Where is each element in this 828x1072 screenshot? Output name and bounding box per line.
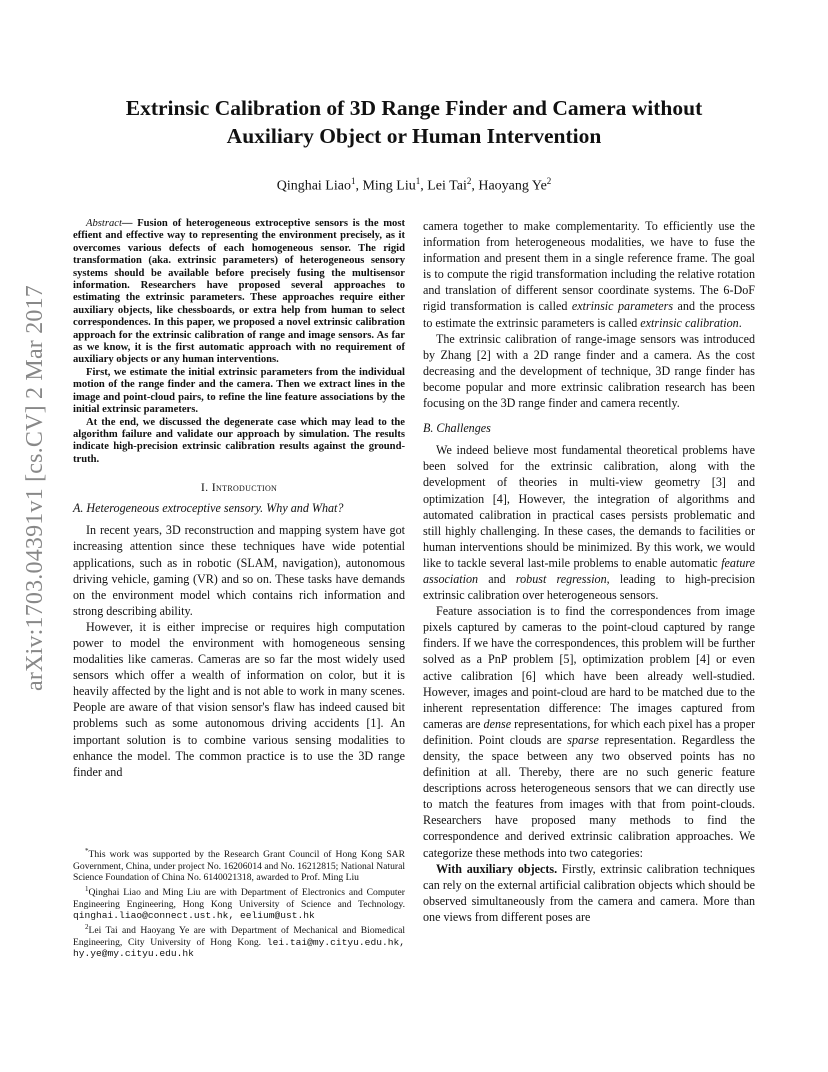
- paper-title: [60, 94, 768, 150]
- author-affiliation-mark: 1: [350, 176, 356, 186]
- section-heading-introduction: [73, 479, 405, 495]
- term-sparse: sparse: [567, 732, 599, 747]
- author-affiliation-mark: 2: [546, 176, 552, 186]
- right-column: [423, 218, 755, 925]
- term-feature-association: feature association: [423, 555, 755, 586]
- run-in-heading-auxiliary-objects: With auxiliary objects.: [436, 861, 558, 876]
- author-name: Lei Tai: [427, 178, 467, 194]
- author-affiliation-mark: 2: [466, 176, 472, 186]
- intro-paragraph-1: In recent years, 3D reconstruction and mapping system have got increasing attention since these techniques have wide potential applications, such as in robotic (SLAM, navigation), autonomous driving vehicle, gaming (VR) and so on. These tasks have demands on the environment model which contains rich information and strong describing ability.: [73, 523, 405, 618]
- abstract-paragraph-1: Fusion of heterogeneous extroceptive sensors is the most effient and effective way to representing the environment precisely, as it overcomes various defects of each homogeneous sensor. The rigid transformation (aka. extrinsic parameters) of heterogeneous sensory systems should be available before precisely fusing the multisensor information. Researchers have proposed several approaches to estimating the extrinsic parameters. These approaches require either auxiliary objects, like chessboards, or extra help from human to select correspondences. In this paper, we proposed a novel extrinsic calibration approach for the extrinsic calibration of range and image sensors. As far as we know, it is the first automatic approach with no requirement of auxiliary objects or any human interventions.: [73, 218, 405, 366]
- arxiv-stamp: arXiv:1703.04391v1 [cs.CV] 2 Mar 2017: [22, 285, 48, 692]
- challenges-paragraph-3: With auxiliary objects. Firstly, extrinsic calibration techniques can rely on the external artificial calibration objects which should be observed simultaneously from the camera and camera. More than one views from different poses are: [423, 861, 755, 924]
- author-name: Qinghai Liao: [276, 178, 351, 194]
- left-column: [73, 218, 405, 780]
- abstract-label: Abstract: [86, 218, 122, 229]
- footnote-affiliation-1: Qinghai Liao and Ming Liu are with Department of Electronics and Computer Engineering Engineering, Hong Kong University of Science and Technology.: [73, 887, 405, 910]
- footnote-funding: This work was supported by the Research Grant Council of Hong Kong SAR Government, China, under project No. 16206014 and No. 16212815; National Natural Science Foundation of China No. 6140021318, awarded to Prof. Ming Liu: [73, 849, 405, 884]
- section-title: Introduction: [211, 480, 278, 495]
- intro-paragraph-3: The extrinsic calibration of range-image sensors was introduced by Zhang [2] with a 2D range finder and a camera. As the cost decreasing and the development of technique, 3D range finder has become popular and more extrinsic calibration research has been focusing on the 3D range finder and camera recently.: [423, 331, 755, 411]
- challenges-paragraph-1: We indeed believe most fundamental theoretical problems have been solved for the extrinsic calibration, along with the development of theories in multi-view geometry [3] and optimization [4], However, the integration of algorithms and automated calibration in practical cases persists problematic and still highly challenging. In these cases, the demands to facilities or human interventions should be minimized. By this work, we would like to tackle several last-mile problems to enable automatic feature association and robust regression, leading to high-precision extrinsic calibration over heterogeneous sensors.: [423, 443, 755, 603]
- subsection-heading-a: A. Heterogeneous extroceptive sensory. Why and What?: [73, 501, 344, 516]
- author-affiliation-mark: 1: [415, 176, 421, 186]
- subsection-heading-b: B. Challenges: [423, 421, 491, 436]
- footnote-affiliation-2: Lei Tai and Haoyang Ye are with Department of Mechanical and Biomedical Engineering, City University of Hong Kong.: [73, 925, 405, 948]
- title-line-1: Extrinsic Calibration of 3D Range Finder and Camera without: [125, 96, 703, 120]
- footnote-mark: 1: [85, 884, 89, 893]
- author-separator: ,: [355, 178, 363, 194]
- abstract-dash: —: [121, 218, 138, 229]
- term-robust-regression: robust regression: [515, 571, 607, 586]
- author-list: [60, 172, 768, 196]
- author-separator: ,: [420, 178, 428, 194]
- footnote-mark: 2: [85, 922, 89, 931]
- author-name: Ming Liu: [362, 178, 416, 194]
- footnotes: [73, 846, 405, 960]
- abstract-paragraph-2: First, we estimate the initial extrinsic parameters from the individual motion of the range finder and the camera. Then we extract lines in the image and point-cloud pairs, to refine the line feature associations by the initial extrinsic parameters.: [73, 366, 405, 416]
- challenges-paragraph-2: Feature association is to find the correspondences from image pixels captured by cameras to the point-cloud captured by range finders. If we have the correspondences, this problem will be further solved as a PnP problem [5], optimization problem [4] or even active calibration [6] which have been already well-studied. However, images and point-cloud are hard to be matched due to the inherent representation difference: The images captured from cameras are dense representations, for which each pixel has a proper definition. Point clouds are sparse representation. Regardless the density, the space between any two observed points has no definition at all. Thereby, there are no such generic feature descriptions across heterogeneous sensors that we can directly use to match the features from images with that from point-clouds. Researchers have proposed many methods to find the correspondence and derived extrinsic calibration approaches. We categorize these methods into two categories:: [423, 604, 756, 860]
- author-name: Haoyang Ye: [478, 178, 547, 194]
- term-extrinsic-parameters: extrinsic parameters: [571, 299, 674, 314]
- abstract: [73, 218, 405, 466]
- intro-paragraph-2: However, it is either imprecise or requires high computation power to model the environment with homogeneous sensing modalities like cameras. Cameras are so far the most widely used sensors which offer a wealth of information on color, but it is heavily affected by the light and is not able to work in many scenes. People are aware of that vision sensor's flaw has indeed caused bit problems such as some autonomous driving accidents [1]. An important solution is to combine various sensing modalities to enhance the model. The common practice is to use the 3D range finder and: [73, 619, 405, 779]
- title-line-2: Auxiliary Object or Human Intervention: [226, 124, 602, 148]
- footnote-email-2[interactable]: lei.tai@my.cityu.edu.hk, hy.ye@my.cityu.edu.hk: [73, 936, 405, 960]
- term-extrinsic-calibration: extrinsic calibration: [640, 315, 739, 330]
- intro-paragraph-2-continued: camera together to make complementarity. To efficiently use the information from heterogeneous modalities, we have to fuse the information and present them in a single reference frame. The goal is to compute the rigid transformation including the relative rotation and translation of different sensor coordinate systems. The 6-DoF rigid transformation is called extrinsic parameters and the process to estimate the extrinsic parameters is called extrinsic calibration.: [423, 219, 755, 330]
- section-numeral: I.: [200, 480, 212, 495]
- author-separator: ,: [471, 178, 479, 194]
- term-dense: dense: [483, 716, 512, 731]
- footnote-email-1[interactable]: qinghai.liao@connect.ust.hk, eelium@ust.hk: [73, 910, 315, 922]
- footnote-mark: *: [85, 847, 89, 855]
- abstract-paragraph-3: At the end, we discussed the degenerate case which may lead to the algorithm failure and validate our approach by simulation. The results indicate high-precision extrinsic calibration results against the ground-truth.: [73, 416, 405, 465]
